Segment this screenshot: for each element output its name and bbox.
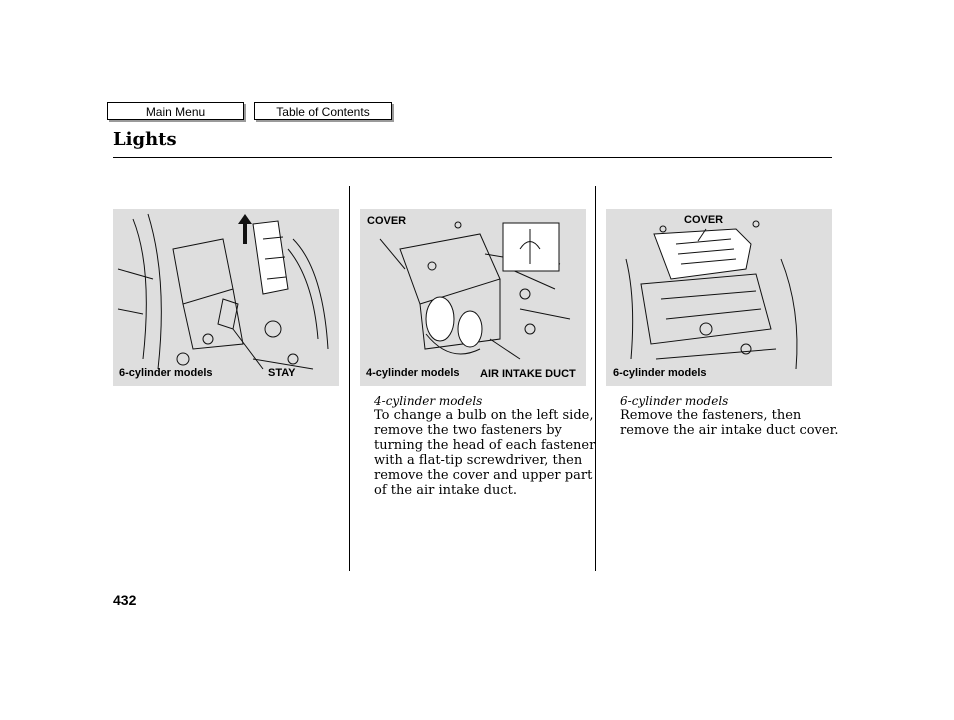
instruction-text-4cyl: To change a bulb on the left side, remove the two fasteners by turning the head of each fastener with a flat-tip screwdriver, then remove the cover and upper part of the air intake duct. <box>374 408 596 498</box>
page-number: 432 <box>113 592 137 608</box>
title-divider <box>113 157 832 158</box>
cover-label: COVER <box>684 214 724 226</box>
figure-6cyl-cover <box>606 209 832 386</box>
subhead-4cyl: 4-cylinder models <box>374 394 483 408</box>
page-title: Lights <box>113 129 177 150</box>
table-of-contents-button[interactable]: Table of Contents <box>254 102 392 120</box>
column-divider-1 <box>349 186 350 571</box>
figure-4cyl-cover <box>360 209 586 386</box>
figure-caption: 4-cylinder models <box>366 367 460 379</box>
air-intake-duct-label: AIR INTAKE DUCT <box>480 368 576 380</box>
cover-label: COVER <box>367 215 407 227</box>
instruction-text-6cyl: Remove the fasteners, then remove the air intake duct cover. <box>620 408 839 438</box>
column-divider-2 <box>595 186 596 571</box>
engine-illustration-right <box>606 209 832 386</box>
subhead-6cyl: 6-cylinder models <box>620 394 729 408</box>
figure-caption: 6-cylinder models <box>613 367 707 379</box>
figure-6cyl-stay <box>113 209 339 386</box>
stay-label: STAY <box>268 367 296 379</box>
main-menu-button[interactable]: Main Menu <box>107 102 244 120</box>
engine-illustration-left <box>113 209 339 386</box>
engine-illustration-middle <box>360 209 586 386</box>
figure-caption: 6-cylinder models <box>119 367 213 379</box>
